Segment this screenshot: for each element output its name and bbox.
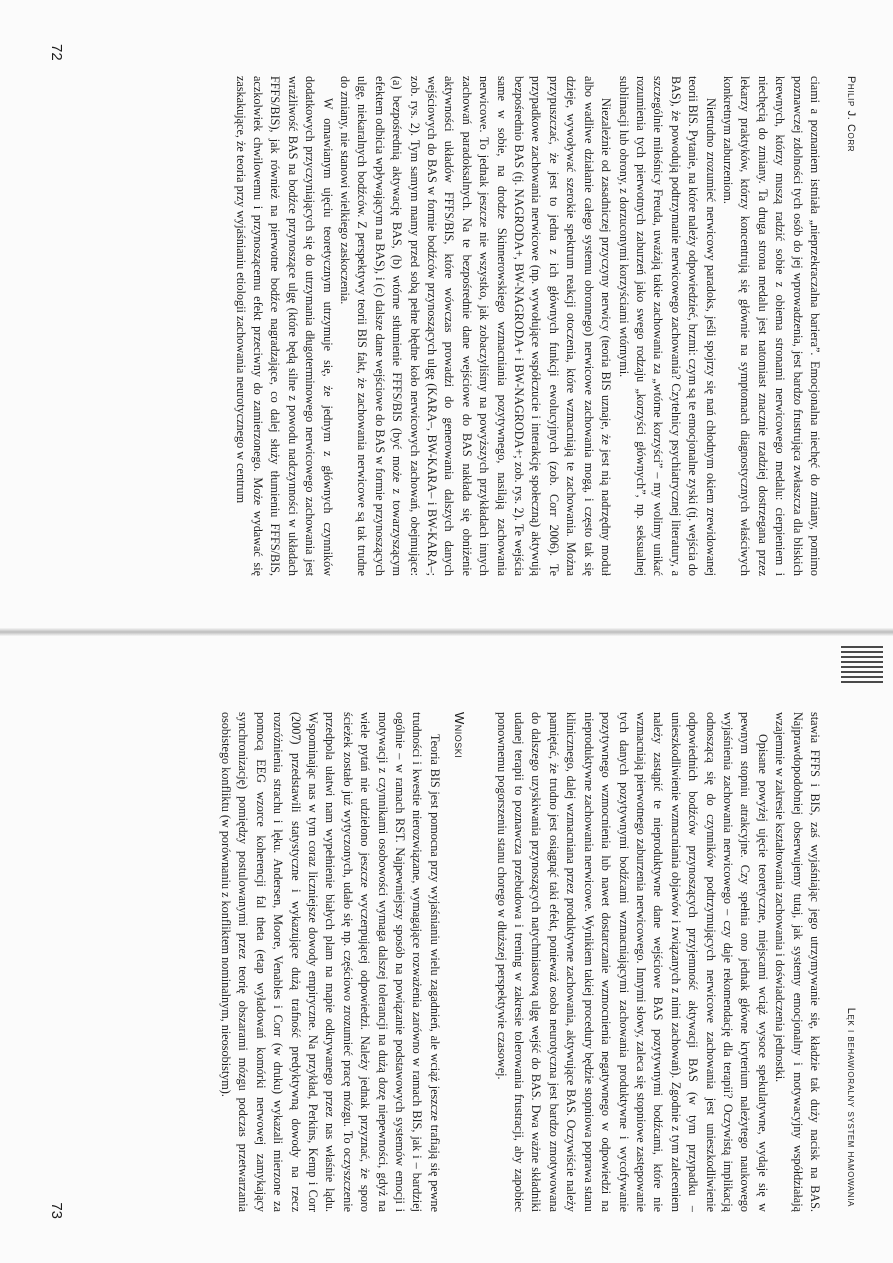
paragraph: ciami a poznaniem istniała „nieprzekraczalna bariera”. Emocjonalna niechęć do zmiany, pomimo poznawczej zdolności tych osób do jej wprowadzenia, jest bardzo frustrująca zwłaszcza dla bliskich krewnych, którzy muszą radzić sobie z obiema stronami nerwicowego medalu: cierpieniem i niechęcią do zmiany. Ta druga strona medalu jest natomiast znacznie rzadziej dostrzegana przez lekarzy praktyków, którzy koncentrują się głównie na symptomach diagnostycznych właściwych konkretnym zaburzeniom. (720, 76, 822, 576)
paragraph: Opisane powyżej ujęcie teoretyczne, miejscami wciąż wysoce spekulatywne, wydaje się w pewnym stopniu atrakcyjne. Czy spełnia ono jednak główne kryterium należytego naukowego wyjaśnienia zachowania nerwicowego – czy daje rekomendację dla terapii? Oczywistą implikacją odnoszącą się do czynników podtrzymujących nerwicowe zachowania jest unieszkodliwienie odpowiednich bodźców przynoszących przyjemność aktywacji BAS (w tym przypadku – unieszkodliwienie wzmacniania objawów i związanych z nimi zachowań). Zgodnie z tym zaleceniem należy zastąpić te nieproduktywne dane wejściowe BAS pozytywnymi bodźcami, które nie wzmacniają pierwotnego zaburzenia nerwicowego. Innymi słowy, zaleca się stopniowe zastępowanie tych danych pozytywnymi bodźcami wzmacniającymi zachowania produktywne i wycofywanie pozytywnego wzmocnienia lub nawet dostarczanie wzmocnienia negatywnego w odpowiedzi na nieproduktywne zachowania nerwicowe. Wynikiem takiej procedury będzie stopniowa poprawa stanu klinicznego, dalej wzmacniana przez produktywne zachowania, aktywujące BAS. Oczywiście należy pamiętać, że trudno jest osiągnąć taki efekt, ponieważ osoba neurotyczna jest bardzo zmotywowana do dalszego uzyskiwania przynoszących natychmiastową ulgę wejść do BAS. Dwa ważne składniki udanej terapii to poznawcza przebudowa i trening w zakresie tolerowania frustracji, aby zapobiec ponownemu pogorszeniu stanu chorego w dłuższej perspektywie czasowej. (494, 712, 770, 1212)
right-page (0, 632, 893, 1263)
paragraph: W omawianym ujęciu teoretycznym utrzymuje się, że jednym z głównych czynników dodatkowych przyczyniających się do utrzymania długoterminowego nerwicowego zachowania jest wrażliwość BAS na bodźce przynoszące ulgę (które będą silne z powodu nadczynności w układach FFFS/BIS), jak również na pierwotne bodźce nagradzające, co dalej służy tłumieniu FFFS/BIS, aczkolwiek chwilowemu i przynoszącemu efekt przeciwny do zamierzonego. Może wydawać się zaskakujące, że teoria przy wyjaśnianiu etiologii zachowania neurotycznego w centrum (233, 76, 335, 576)
page-number-left: 72 (48, 44, 65, 61)
running-head-author: Philip J. Corr (845, 76, 857, 153)
paragraph: stawia FFFS i BIS, zaś wyjaśniając jego utrzymywanie się, kładzie tak duży nacisk na BAS. Najprawdopodobniej obserwujemy tutaj, jak systemy emocjonalny i motywacyjny współdziałają wzajemnie w zakresie kształtowania zachowania i doświadczenia jednostki. (773, 712, 822, 1212)
section-heading-conclusions: Wnioski (452, 712, 468, 759)
right-page-body (33, 712, 823, 1212)
running-head-title: Lęk i behawioralny system hamowania (845, 1007, 857, 1207)
left-page-body (33, 76, 823, 576)
page-number-right: 73 (48, 1202, 65, 1219)
paragraph: Niezależnie od zasadniczej przyczyny nerwicy (teoria BIS uznaje, że jest nią nadrzędny moduł albo wadliwe działanie całego systemu obronnego) nerwicowe zachowania mogą, i często tak się dzieje, wywoływać szerokie spektrum reakcji otoczenia, które wzmacniają te zachowania. Można przypuszczać, że jest to jedna z ich głównych funkcji ewolucyjnych (zob. Corr 2006). Te przypadkowe zachowania nerwicowe (np. wywołujące współczucie i interakcję społeczną) aktywują bezpośrednio BAS (tj. NAGRODA+, BW-NAGRODA+ i BW-NAGRODA+; zob. rys. 2). Te wejścia same w sobie, na drodze Skinnerowskiego wzmacniania pozytywnego, nasilają zachowania nerwicowe. To jednak jeszcze nie wszystko, jak zobaczyliśmy na powyższych przykładach innych zachowań paradoksalnych. Na te bezpośrednie dane wejściowe do BAS nakłada się obniżenie aktywności układów FFFS/BIS, które wówczas prowadzi do generowania dalszych danych wejściowych do BAS w formie bodźców przynoszących ulgę (KARA–, BW-KARA– i BW-KARA–; zob. rys. 2). Tym samym mamy przed sobą pełne błędne koło nerwicowych zachowań, obejmujące: (a) bezpośrednią aktywację BAS, (b) wtórne stłumienie FFFS/BIS (być może z towarzyszącym efektem odbicia wpływającym na BAS), i (c) dalsze dane wejściowe do BAS w formie przynoszących ulgę, niekaralnych bodźców. Z perspektywy teorii BIS fakt, że zachowania nerwicowe są tak trudne do zmiany, nie stanowi wielkiego zaskoczenia. (338, 76, 614, 576)
paragraph: Teoria BIS jest pomocna przy wyjaśnianiu wielu zagadnień, ale wciąż jeszcze trafiają się pewne trudności i kwestie nierozwiązane, wymagające rozważenia zarówno w ramach BIS, jak i – bardziej ogólnie – w ramach RST. Najpewniejszy sposób na powiązanie podstawowych systemów emocji i motywacji z czynnikami osobowości wymaga dalszej tolerancji na dużą dozę niepewności, gdyż na wiele pytań nie udzielono jeszcze wyczerpującej odpowiedzi. Należy jednak przyznać, że sporo ścieżek zostało już wytyczonych, udało się np. częściowo zrozumieć pracę mózgu. To oczyszczenie przedpola ułatwi nam wypełnienie białych plam na mapie odkrywanego przez nas właśnie lądu. Wspominając nas w tym coraz liczniejsze dowody empiryczne. Na przykład, Perkins, Kemp i Corr (2007) przedstawili statystyczne i wykazujące dużą trafność predyktywną dowody na rzecz rozróżnienia strachu i lęku. Andersen, Moore, Venables i Corr (w druku) wykazali mierzone za pomocą EEG wzorce koherencji fal theta (etap wyładowań komórki nerwowej zamykający synchronizację) pomiędzy postulowanymi przez teorię obszarami mózgu podczas przetwarzania osobistego konfliktu (w porównaniu z konfliktem nominalnym, nieosobistym). (219, 712, 442, 1212)
paragraph: Nietrudno zrozumieć nerwicowy paradoks, jeśli spojrzy się nań chłodnym okiem zrewidowanej teorii BIS. Pytanie, na które należy odpowiedzieć, brzmi: czym są te emocjonalne zyski (tj. wejścia do BAS), że powodują podtrzymanie nerwicowego zachowania? Czytelnicy psychiatrycznej literatury, a szczególnie miłośnicy Freuda, uważają takie zachowania za „wtórne korzyści” – my wolimy unikać rozumienia tych pierwotnych zaburzeń jako swego rodzaju „korzyści głównych”, np. seksualnej sublimacji lub obrony, z dorzuconymi korzyściami wtórnymi. (616, 76, 718, 576)
